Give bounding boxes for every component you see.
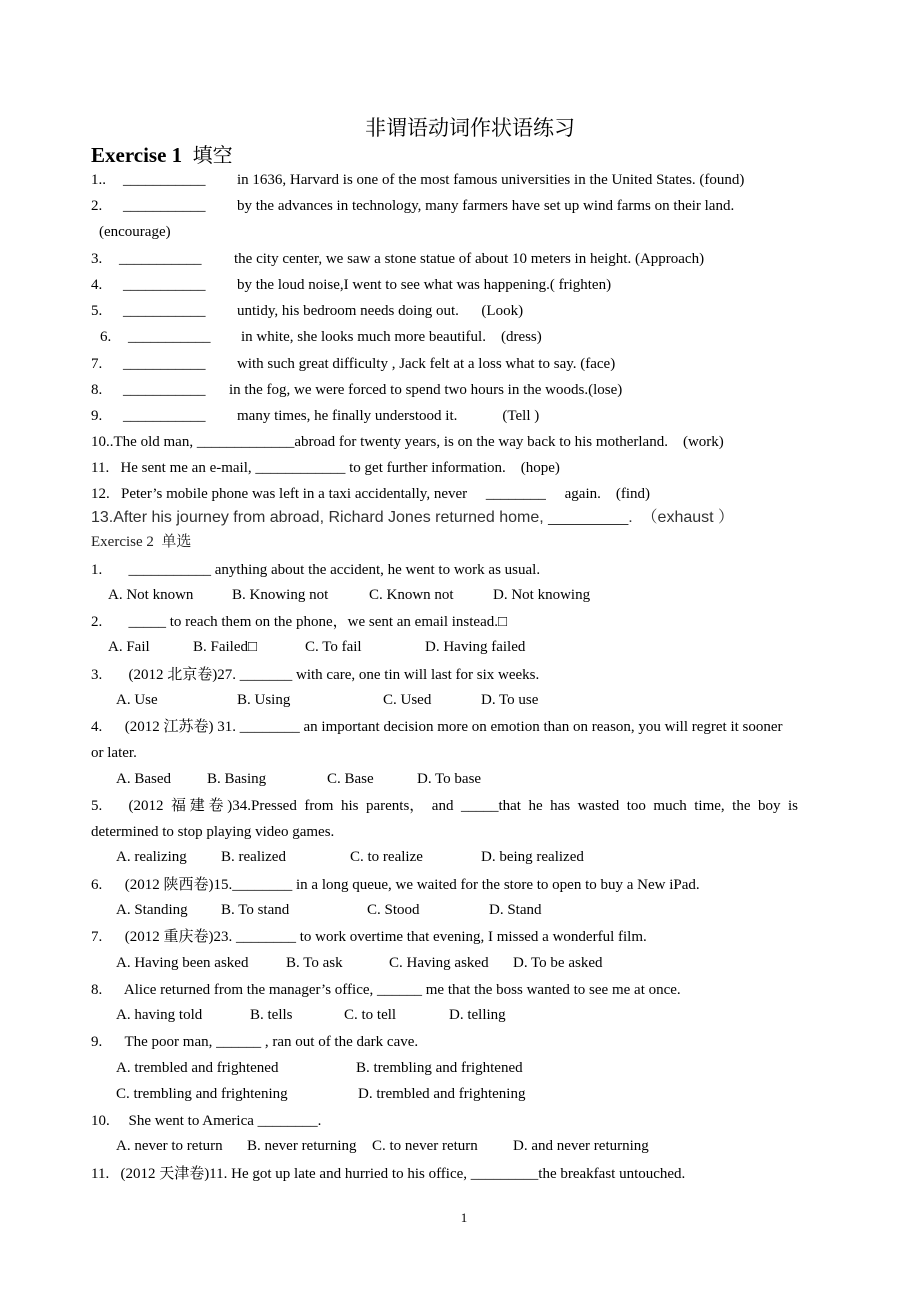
option-a[interactable]: A. Standing bbox=[116, 902, 188, 918]
mc-question-7: 7. (2012 重庆卷)23. ________ to work overtime that evening, I missed a wonderful film. bbox=[91, 929, 647, 945]
mc-question-11: 11. (2012 天津卷)11. He got up late and hurried to his office, _________the breakfast untouched. bbox=[91, 1166, 686, 1182]
item-number: 9. bbox=[91, 408, 103, 424]
item-text: many times, he finally understood it. (Tell ) bbox=[237, 408, 540, 424]
option-d[interactable]: D. Having failed bbox=[425, 639, 526, 655]
option-b[interactable]: B. Failed□ bbox=[193, 639, 258, 655]
option-d[interactable]: D. being realized bbox=[481, 849, 584, 865]
answer-blank[interactable]: ___________ bbox=[128, 329, 211, 345]
answer-blank[interactable]: ___________ bbox=[123, 198, 206, 214]
item-number: 4. bbox=[91, 277, 103, 293]
mc-question-3: 3. (2012 北京卷)27. _______ with care, one tin will last for six weeks. bbox=[91, 667, 540, 683]
option-a[interactable]: A. Use bbox=[116, 692, 158, 708]
fill-item-2 bbox=[91, 197, 735, 215]
option-c[interactable]: C. Stood bbox=[367, 902, 420, 918]
answer-blank[interactable]: ___________ bbox=[123, 356, 206, 372]
option-a[interactable]: A. Having been asked bbox=[116, 955, 249, 971]
option-b[interactable]: B. Using bbox=[237, 692, 291, 708]
item-number: 5. bbox=[91, 303, 103, 319]
item-text: in the fog, we were forced to spend two hours in the woods.(lose) bbox=[229, 382, 623, 398]
answer-blank[interactable]: ___________ bbox=[123, 277, 206, 293]
mc-question-5-cont: determined to stop playing video games. bbox=[91, 824, 335, 840]
option-a[interactable]: A. Based bbox=[116, 771, 171, 787]
option-b[interactable]: B. To stand bbox=[221, 902, 290, 918]
answer-blank[interactable]: ___________ bbox=[123, 303, 206, 319]
fill-item-13: 13.After his journey from abroad, Richard Jones returned home, _________. （exhaust ） bbox=[91, 509, 735, 526]
fill-item-4 bbox=[91, 276, 612, 294]
item-text: by the advances in technology, many farmers have set up wind farms on their land. bbox=[237, 198, 735, 214]
item-number: 6. bbox=[100, 329, 112, 345]
item-number: 3. bbox=[91, 251, 103, 267]
option-c[interactable]: C. trembling and frightening bbox=[116, 1086, 288, 1102]
mc-question-4: 4. (2012 江苏卷) 31. ________ an important decision more on emotion than on reason, you will regret it sooner bbox=[91, 719, 783, 735]
option-b[interactable]: B. realized bbox=[221, 849, 286, 865]
option-d[interactable]: D. Stand bbox=[489, 902, 542, 918]
option-d[interactable]: D. telling bbox=[449, 1007, 506, 1023]
option-b[interactable]: B. Knowing not bbox=[232, 587, 329, 603]
mc-question-8: 8. Alice returned from the manager’s office, ______ me that the boss wanted to see me at once. bbox=[91, 982, 681, 998]
option-b[interactable]: B. trembling and frightened bbox=[356, 1060, 523, 1076]
fill-item-5 bbox=[91, 302, 524, 320]
page-number: 1 bbox=[460, 1210, 468, 1225]
item-number: 2. bbox=[91, 198, 103, 214]
exercise2-heading: Exercise 2 单选 bbox=[91, 534, 192, 550]
option-d[interactable]: D. and never returning bbox=[513, 1138, 649, 1154]
fill-item-8 bbox=[91, 381, 623, 399]
option-c[interactable]: C. Base bbox=[327, 771, 374, 787]
option-b[interactable]: B. never returning bbox=[247, 1138, 357, 1154]
answer-blank[interactable]: ___________ bbox=[123, 382, 206, 398]
option-d[interactable]: D. To be asked bbox=[513, 955, 603, 971]
fill-item-7 bbox=[91, 355, 616, 373]
option-c[interactable]: C. to realize bbox=[350, 849, 423, 865]
fill-item-11: 11. He sent me an e-mail, ____________ to get further information. (hope) bbox=[91, 460, 560, 476]
exercise1-heading-text: Exercise 1 bbox=[91, 143, 183, 167]
option-c[interactable]: C. Used bbox=[383, 692, 432, 708]
mc-question-10: 10. She went to America ________. bbox=[91, 1113, 322, 1129]
item-text: in white, she looks much more beautiful. (dress) bbox=[241, 329, 542, 345]
option-c[interactable]: C. Known not bbox=[369, 587, 454, 603]
fill-item-1 bbox=[91, 171, 745, 189]
option-a[interactable]: A. realizing bbox=[116, 849, 187, 865]
option-d[interactable]: D. To use bbox=[481, 692, 539, 708]
option-c[interactable]: C. To fail bbox=[305, 639, 362, 655]
item-number: 7. bbox=[91, 356, 103, 372]
fill-item-3 bbox=[91, 250, 705, 268]
mc-question-4-cont: or later. bbox=[91, 745, 137, 761]
fill-item-6 bbox=[100, 328, 542, 346]
fill-item-9 bbox=[91, 407, 540, 425]
option-a[interactable]: A. trembled and frightened bbox=[116, 1060, 279, 1076]
option-a[interactable]: A. never to return bbox=[116, 1138, 223, 1154]
option-c[interactable]: C. to tell bbox=[344, 1007, 397, 1023]
item-text: in 1636, Harvard is one of the most famous universities in the United States. (found) bbox=[237, 172, 745, 188]
option-c[interactable]: C. to never return bbox=[372, 1138, 478, 1154]
item-number: 8. bbox=[91, 382, 103, 398]
option-c[interactable]: C. Having asked bbox=[389, 955, 489, 971]
item-text: by the loud noise,I went to see what was happening.( frighten) bbox=[237, 277, 612, 293]
fill-item-2-hint: (encourage) bbox=[99, 224, 171, 240]
fill-item-10: 10..The old man, _____________abroad for twenty years, is on the way back to his motherland. (work) bbox=[91, 434, 724, 450]
answer-blank[interactable]: ___________ bbox=[123, 172, 206, 188]
option-b[interactable]: B. Basing bbox=[207, 771, 267, 787]
option-b[interactable]: B. tells bbox=[250, 1007, 293, 1023]
option-d[interactable]: D. To base bbox=[417, 771, 482, 787]
exercise1-heading bbox=[91, 139, 233, 168]
page-title: 非谓语动词作状语练习 bbox=[365, 116, 575, 140]
answer-blank[interactable]: ___________ bbox=[123, 408, 206, 424]
option-d[interactable]: D. trembled and frightening bbox=[358, 1086, 526, 1102]
mc-question-1: 1. ___________ anything about the accident, he went to work as usual. bbox=[91, 562, 541, 578]
answer-blank[interactable]: ___________ bbox=[119, 251, 202, 267]
exercise1-heading-cn: 填空 bbox=[192, 143, 233, 167]
item-text: the city center, we saw a stone statue of about 10 meters in height. (Approach) bbox=[234, 251, 705, 267]
option-d[interactable]: D. Not knowing bbox=[493, 587, 591, 603]
fill-item-12: 12. Peter’s mobile phone was left in a taxi accidentally, never ________ again. (find) bbox=[91, 486, 651, 502]
option-b[interactable]: B. To ask bbox=[286, 955, 343, 971]
item-number: 1.. bbox=[91, 172, 106, 188]
item-text: with such great difficulty , Jack felt at a loss what to say. (face) bbox=[237, 356, 616, 372]
option-a[interactable]: A. Not known bbox=[108, 587, 194, 603]
mc-question-6: 6. (2012 陕西卷)15.________ in a long queue, we waited for the store to open to buy a New iPad. bbox=[91, 877, 700, 893]
mc-question-9: 9. The poor man, ______ , ran out of the dark cave. bbox=[91, 1034, 419, 1050]
mc-question-5: 5. (2012 福 建 卷 )34.Pressed from his parents， and _____that he has wasted too much time, the boy is bbox=[91, 798, 798, 814]
option-a[interactable]: A. Fail bbox=[108, 639, 150, 655]
option-a[interactable]: A. having told bbox=[116, 1007, 203, 1023]
mc-question-2: 2. _____ to reach them on the phone，we sent an email instead.□ bbox=[91, 614, 508, 630]
item-text: untidy, his bedroom needs doing out. (Look) bbox=[237, 303, 524, 319]
